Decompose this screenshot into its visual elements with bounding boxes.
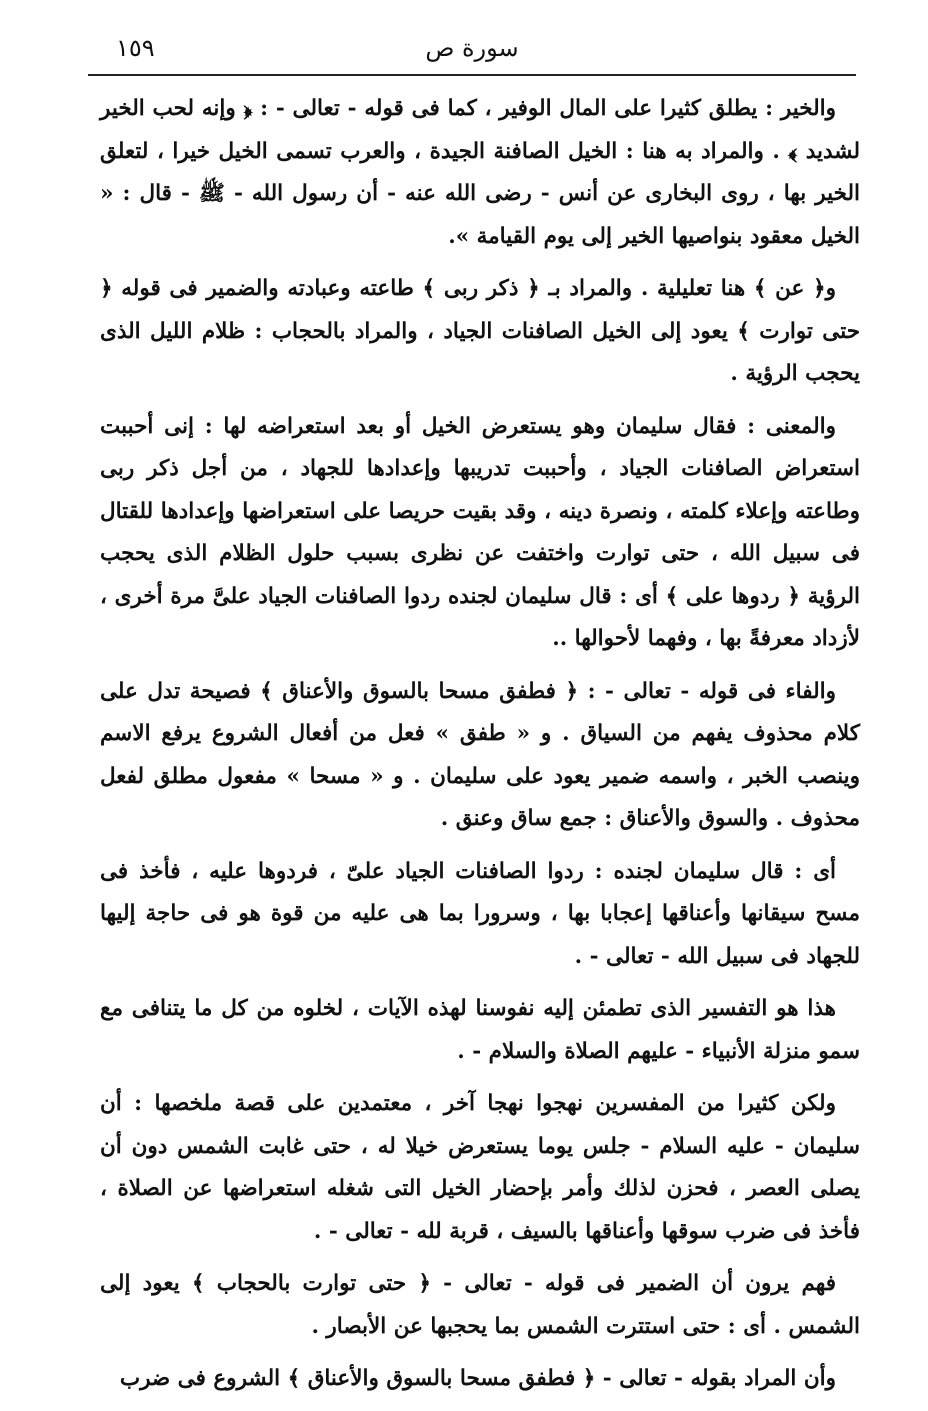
paragraph: فهم يرون أن الضمير فى قوله - تعالى - ﴿ حتى توارت بالحجاب ﴾ يعود إلى الشمس . أى : حتى استترت الشمس بما يحجبها عن الأبصار . [100,1271,860,1339]
paragraph: والخير : يطلق كثيرا على المال الوفير ، كما فى قوله - تعالى - : ﴿ وإنه لحب الخير لشديد ﴾ . والمراد به هنا : الخيل الصافنة الجيدة ، والعرب تسمى الخيل خيرا ، لتعلق الخير بها ، روى البخارى عن أنس - رضى الله عنه - أن رسول الله - ﷺ - قال : « الخيل معقود بنواصيها الخير إلى يوم القيامة ». [100,96,860,249]
paragraph: ولكن كثيرا من المفسرين نهجوا نهجا آخر ، معتمدين على قصة ملخصها : أن سليمان - عليه السلام - جلس يوما يستعرض خيلا له ، حتى غابت الشمس دون أن يصلى العصر ، فحزن لذلك وأمر بإحضار الخيل التى شغله استعراضها عن الصلاة ، فأخذ فى ضرب سوقها وأعناقها بالسيف ، قربة لله - تعالى - . [100,1091,860,1244]
paragraph: والفاء فى قوله - تعالى - : ﴿ فطفق مسحا بالسوق والأعناق ﴾ فصيحة تدل على كلام محذوف يفهم من السياق . و « طفق » فعل من أفعال الشروع يرفع الاسم وينصب الخبر ، واسمه ضمير يعود على سليمان . و « مسحا » مفعول مطلق لفعل محذوف . والسوق والأعناق : جمع ساق وعنق . [100,678,860,831]
paragraph: وأن المراد بقوله - تعالى - ﴿ فطفق مسحا بالسوق والأعناق ﴾ الشروع فى ضرب [119,1366,836,1391]
page-body [100,88,860,1411]
paragraph: والمعنى : فقال سليمان وهو يستعرض الخيل أو بعد استعراضه لها : إنى أحببت استعراض الصافنات الجياد ، وأحببت تدريبها وإعدادها للجهاد ، من أجل ذكر ربى وطاعته وإعلاء كلمته ، ونصرة دينه ، وقد بقيت حريصا على استعراضها وإعدادها للقتال فى سبيل الله ، حتى توارت واختفت عن نظرى بسبب حلول الظلام الذى يحجب الرؤية ﴿ ردوها على ﴾ أى : قال سليمان لجنده ردوا الصافنات الجياد علىَّ مرة أخرى ، لأزداد معرفةً بها ، وفهما لأحوالها .. [100,413,860,651]
surah-title: سورة ص [425,34,519,62]
paragraph: أى : قال سليمان لجنده : ردوا الصافنات الجياد علىّ ، فردوها عليه ، فأخذ فى مسح سيقانها وأعناقها إعجابا بها ، وسرورا بما هى عليه من قوة هو فى حاجة إليها للجهاد فى سبيل الله - تعالى - . [100,858,860,969]
paragraph: و﴿ عن ﴾ هنا تعليلية . والمراد بـ ﴿ ذكر ربى ﴾ طاعته وعبادته والضمير فى قوله ﴿ حتى توارت ﴾ يعود إلى الخيل الصافنات الجياد ، والمراد بالحجاب : ظلام الليل الذى يحجب الرؤية . [100,276,860,386]
page-number: ١٥٩ [116,34,155,62]
page-header [88,30,856,76]
paragraph: هذا هو التفسير الذى تطمئن إليه نفوسنا لهذه الآيات ، لخلوه من كل ما يتنافى مع سمو منزلة الأنبياء - عليهم الصلاة والسلام - . [100,996,860,1064]
